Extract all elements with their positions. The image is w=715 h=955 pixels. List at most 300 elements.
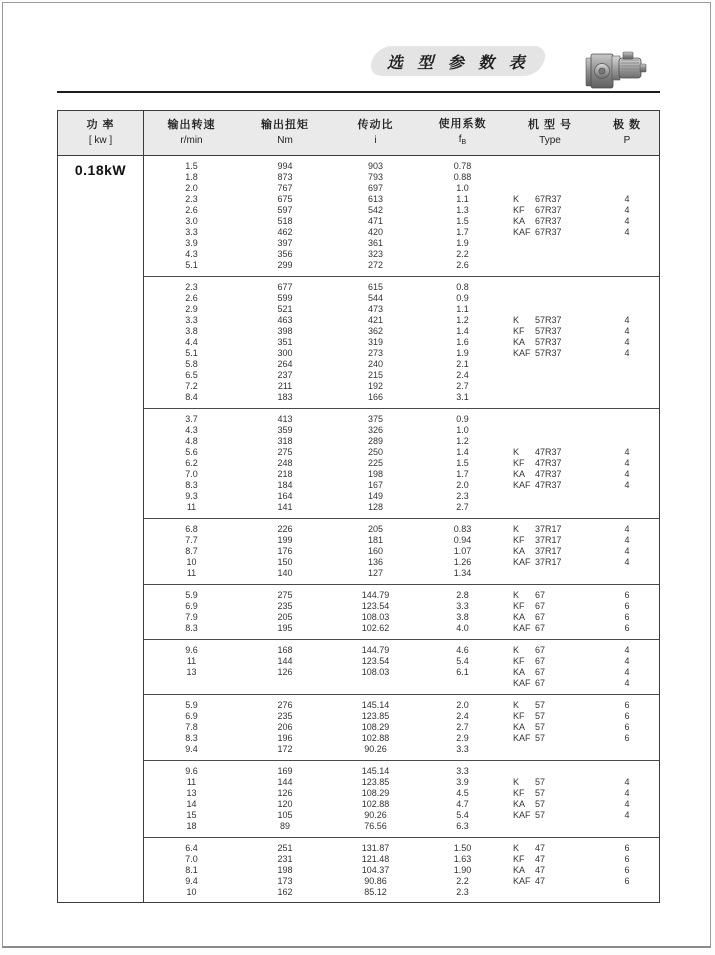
cell-type: KAF 57 xyxy=(513,733,546,743)
cell-type: K 37R17 xyxy=(513,524,562,534)
table-row xyxy=(144,733,659,744)
cell-service-factor: 1.7 xyxy=(456,469,469,479)
cell-poles: 4 xyxy=(624,216,630,226)
cell-poles xyxy=(595,491,659,502)
cell-ratio: 421 xyxy=(367,315,384,325)
cell-ratio: 128 xyxy=(367,502,384,512)
cell-torque: 251 xyxy=(277,843,293,853)
cell-torque: 275 xyxy=(277,447,293,457)
cell-ratio: 375 xyxy=(367,414,384,424)
cell-poles xyxy=(595,414,659,425)
header-power xyxy=(58,111,144,155)
cell-torque: 173 xyxy=(277,876,293,886)
cell-type: KA 57 xyxy=(513,799,546,809)
cell-type: KA 57R37 xyxy=(513,337,562,347)
table-row xyxy=(144,656,659,667)
cell-torque: 162 xyxy=(277,887,293,897)
cell-ratio: 793 xyxy=(367,172,384,182)
cell-service-factor: 1.4 xyxy=(456,326,469,336)
cell-service-factor: 3.9 xyxy=(456,777,469,787)
cell-service-factor: 6.1 xyxy=(456,667,469,677)
cell-type: KF 67R37 xyxy=(513,205,562,215)
cell-poles: 6 xyxy=(624,722,630,732)
cell-torque: 300 xyxy=(277,348,293,358)
cell-poles xyxy=(595,238,659,249)
cell-service-factor: 0.88 xyxy=(453,172,472,182)
cell-speed: 11 xyxy=(186,777,197,787)
cell-poles: 6 xyxy=(624,843,630,853)
table-row xyxy=(144,678,659,689)
cell-service-factor: 6.3 xyxy=(456,821,469,831)
cell-speed: 4.8 xyxy=(185,436,198,446)
cell-ratio: 319 xyxy=(367,337,384,347)
cell-ratio: 85.12 xyxy=(364,887,387,897)
cell-ratio: 123.54 xyxy=(361,656,390,666)
cell-service-factor: 3.8 xyxy=(456,612,469,622)
cell-ratio: 90.86 xyxy=(364,876,387,886)
cell-torque: 199 xyxy=(277,535,293,545)
cell-speed: 4.3 xyxy=(185,249,198,259)
cell-torque: 677 xyxy=(277,282,293,292)
cell-service-factor: 2.3 xyxy=(456,887,469,897)
cell-poles: 6 xyxy=(624,590,630,600)
cell-service-factor: 2.2 xyxy=(456,249,469,259)
cell-service-factor: 3.1 xyxy=(456,392,469,402)
cell-torque: 521 xyxy=(277,304,293,314)
cell-ratio: 420 xyxy=(367,227,384,237)
cell-speed: 10 xyxy=(186,887,197,897)
cell-poles: 4 xyxy=(624,810,630,820)
table-row xyxy=(144,315,659,326)
cell-type: K 57 xyxy=(513,777,546,787)
table-row xyxy=(144,348,659,359)
cell-poles: 4 xyxy=(624,326,630,336)
table-row xyxy=(144,876,659,887)
cell-speed: 11 xyxy=(186,502,197,512)
table-row xyxy=(144,392,659,403)
cell-ratio: 90.26 xyxy=(364,810,387,820)
table-row xyxy=(144,700,659,711)
cell-service-factor: 1.50 xyxy=(453,843,472,853)
cell-torque: 183 xyxy=(277,392,293,402)
table-row xyxy=(144,447,659,458)
cell-type xyxy=(505,766,595,777)
cell-type: K 57R37 xyxy=(513,315,562,325)
cell-type xyxy=(505,887,595,898)
cell-type xyxy=(505,359,595,370)
cell-torque: 172 xyxy=(277,744,293,754)
cell-speed: 5.9 xyxy=(185,590,198,600)
table-row xyxy=(144,711,659,722)
cell-service-factor: 2.0 xyxy=(456,480,469,490)
cell-poles: 4 xyxy=(624,205,630,215)
cell-ratio: 471 xyxy=(367,216,384,226)
cell-ratio: 240 xyxy=(367,359,384,369)
cell-torque: 767 xyxy=(277,183,293,193)
cell-ratio: 326 xyxy=(367,425,384,435)
cell-service-factor: 2.7 xyxy=(456,502,469,512)
cell-torque: 126 xyxy=(277,788,293,798)
cell-poles: 4 xyxy=(624,194,630,204)
cell-speed: 11 xyxy=(186,656,197,666)
title-underline xyxy=(57,91,660,93)
cell-speed: 4.3 xyxy=(185,425,198,435)
cell-torque xyxy=(239,678,331,689)
cell-type xyxy=(505,491,595,502)
cell-ratio: 697 xyxy=(367,183,384,193)
cell-service-factor: 1.9 xyxy=(456,238,469,248)
cell-ratio: 149 xyxy=(367,491,384,501)
cell-torque: 120 xyxy=(277,799,293,809)
table-row xyxy=(144,590,659,601)
cell-speed: 7.2 xyxy=(185,381,198,391)
cell-torque: 150 xyxy=(277,557,293,567)
cell-speed: 8.7 xyxy=(185,546,198,556)
cell-type: KF 57 xyxy=(513,788,546,798)
header-poles: 极 数 P xyxy=(612,119,642,146)
cell-service-factor: 1.4 xyxy=(456,447,469,457)
cell-speed: 4.4 xyxy=(185,337,198,347)
cell-torque: 235 xyxy=(277,711,293,721)
cell-service-factor: 1.2 xyxy=(456,315,469,325)
table-row xyxy=(144,799,659,810)
cell-speed: 9.4 xyxy=(185,876,198,886)
cell-speed: 8.4 xyxy=(185,392,198,402)
row-group xyxy=(144,519,659,585)
header-torque: 输出扭矩 Nm xyxy=(261,119,309,146)
cell-torque: 463 xyxy=(277,315,293,325)
cell-type xyxy=(505,304,595,315)
cell-torque: 873 xyxy=(277,172,293,182)
cell-torque: 105 xyxy=(277,810,293,820)
cell-ratio: 166 xyxy=(367,392,384,402)
cell-torque: 299 xyxy=(277,260,293,270)
table-row xyxy=(144,887,659,898)
cell-poles xyxy=(595,568,659,579)
header-type: 机 型 号 Type xyxy=(527,119,573,146)
cell-service-factor: 2.9 xyxy=(456,733,469,743)
cell-type: K 47 xyxy=(513,843,546,853)
cell-torque: 351 xyxy=(277,337,293,347)
cell-torque: 141 xyxy=(277,502,293,512)
cell-poles: 4 xyxy=(624,348,630,358)
table-row xyxy=(144,777,659,788)
cell-ratio: 104.37 xyxy=(361,865,390,875)
cell-type xyxy=(505,744,595,755)
cell-speed: 9.4 xyxy=(185,744,198,754)
cell-service-factor: 3.3 xyxy=(456,766,469,776)
cell-type: K 47R37 xyxy=(513,447,562,457)
cell-service-factor: 1.0 xyxy=(456,183,469,193)
cell-speed: 3.9 xyxy=(185,238,198,248)
cell-service-factor: 0.83 xyxy=(453,524,472,534)
cell-service-factor: 0.94 xyxy=(453,535,472,545)
table-row xyxy=(144,304,659,315)
cell-ratio: 145.14 xyxy=(361,700,390,710)
cell-speed: 3.3 xyxy=(185,315,198,325)
cell-torque: 205 xyxy=(277,612,293,622)
cell-poles xyxy=(595,260,659,271)
cell-type xyxy=(505,172,595,183)
cell-torque: 140 xyxy=(277,568,293,578)
cell-poles: 4 xyxy=(624,557,630,567)
cell-type xyxy=(505,183,595,194)
cell-type xyxy=(505,238,595,249)
cell-speed: 8.1 xyxy=(185,865,198,875)
cell-type: KA 67 xyxy=(513,667,546,677)
cell-speed: 8.3 xyxy=(185,733,198,743)
cell-poles: 6 xyxy=(624,711,630,721)
cell-type: KA 47R37 xyxy=(513,469,562,479)
cell-poles: 4 xyxy=(624,227,630,237)
cell-poles xyxy=(595,359,659,370)
cell-service-factor: 1.1 xyxy=(456,304,469,314)
cell-torque: 176 xyxy=(277,546,293,556)
table-row xyxy=(144,491,659,502)
cell-speed: 14 xyxy=(186,799,197,809)
cell-service-factor xyxy=(420,678,505,689)
cell-ratio: 102.62 xyxy=(361,623,390,633)
cell-speed: 7.8 xyxy=(185,722,198,732)
cell-poles xyxy=(595,172,659,183)
cell-poles: 6 xyxy=(624,601,630,611)
cell-type: KA 37R17 xyxy=(513,546,562,556)
table-row xyxy=(144,359,659,370)
cell-type xyxy=(505,370,595,381)
cell-ratio: 160 xyxy=(367,546,384,556)
cell-service-factor: 2.8 xyxy=(456,590,469,600)
cell-service-factor: 3.3 xyxy=(456,601,469,611)
cell-poles: 4 xyxy=(624,667,630,677)
cell-speed: 5.1 xyxy=(185,348,198,358)
cell-poles: 4 xyxy=(624,458,630,468)
table-row xyxy=(144,843,659,854)
cell-ratio: 615 xyxy=(367,282,384,292)
table-row xyxy=(144,535,659,546)
header-power-unit: [ kw ] xyxy=(88,135,113,146)
table-row xyxy=(144,821,659,832)
cell-type xyxy=(505,821,595,832)
cell-speed: 5.6 xyxy=(185,447,198,457)
cell-service-factor: 1.90 xyxy=(453,865,472,875)
cell-torque: 164 xyxy=(277,491,293,501)
cell-speed: 6.4 xyxy=(185,843,198,853)
cell-ratio: 108.03 xyxy=(361,612,390,622)
cell-ratio: 272 xyxy=(367,260,384,270)
cell-speed: 5.1 xyxy=(185,260,198,270)
cell-type xyxy=(505,249,595,260)
table-row xyxy=(144,865,659,876)
cell-type xyxy=(505,568,595,579)
cell-ratio: 273 xyxy=(367,348,384,358)
table-row xyxy=(144,524,659,535)
cell-poles: 6 xyxy=(624,854,630,864)
cell-ratio: 76.56 xyxy=(364,821,387,831)
cell-poles xyxy=(595,282,659,293)
cell-torque: 89 xyxy=(279,821,290,831)
table-row xyxy=(144,667,659,678)
cell-ratio: 225 xyxy=(367,458,384,468)
cell-type: KA 47 xyxy=(513,865,546,875)
cell-service-factor: 5.4 xyxy=(456,656,469,666)
cell-speed: 15 xyxy=(186,810,197,820)
cell-type: K 67R37 xyxy=(513,194,562,204)
cell-type xyxy=(505,436,595,447)
table-row xyxy=(144,370,659,381)
table-row xyxy=(144,216,659,227)
cell-speed: 5.8 xyxy=(185,359,198,369)
cell-service-factor: 1.7 xyxy=(456,227,469,237)
cell-type: KF 67 xyxy=(513,656,546,666)
cell-type: KAF 37R17 xyxy=(513,557,562,567)
cell-service-factor: 1.6 xyxy=(456,337,469,347)
cell-torque: 218 xyxy=(277,469,293,479)
row-group xyxy=(144,156,659,277)
cell-poles xyxy=(595,821,659,832)
cell-ratio: 102.88 xyxy=(361,799,390,809)
header-service-factor: 使用系数 $f_B$ xyxy=(438,117,487,146)
cell-torque: 196 xyxy=(277,733,293,743)
cell-torque: 248 xyxy=(277,458,293,468)
table-row xyxy=(144,161,659,172)
cell-speed: 7.0 xyxy=(185,854,198,864)
cell-poles xyxy=(595,392,659,403)
cell-speed: 5.9 xyxy=(185,700,198,710)
cell-service-factor: 2.4 xyxy=(456,711,469,721)
table-row xyxy=(144,557,659,568)
table-row xyxy=(144,722,659,733)
cell-ratio: 131.87 xyxy=(361,843,390,853)
cell-ratio: 323 xyxy=(367,249,384,259)
cell-poles xyxy=(595,249,659,260)
cell-speed: 6.2 xyxy=(185,458,198,468)
cell-poles xyxy=(595,766,659,777)
page-title-banner xyxy=(367,46,549,76)
cell-type xyxy=(505,161,595,172)
selection-parameter-table xyxy=(57,110,660,903)
cell-torque: 144 xyxy=(277,656,293,666)
row-group xyxy=(144,409,659,519)
cell-poles: 6 xyxy=(624,865,630,875)
cell-torque: 195 xyxy=(277,623,293,633)
cell-type: KF 47 xyxy=(513,854,546,864)
page-title: 选 型 参 数 表 xyxy=(386,54,530,72)
cell-speed: 18 xyxy=(186,821,197,831)
cell-torque: 397 xyxy=(277,238,293,248)
cell-service-factor: 2.4 xyxy=(456,370,469,380)
cell-poles xyxy=(595,502,659,513)
cell-service-factor: 2.7 xyxy=(456,722,469,732)
table-row xyxy=(144,458,659,469)
cell-ratio: 215 xyxy=(367,370,384,380)
cell-poles: 6 xyxy=(624,612,630,622)
cell-ratio: 121.48 xyxy=(361,854,390,864)
cell-speed: 7.7 xyxy=(185,535,198,545)
cell-ratio: 903 xyxy=(367,161,384,171)
table-row xyxy=(144,238,659,249)
cell-speed: 3.8 xyxy=(185,326,198,336)
cell-type: K 57 xyxy=(513,700,546,710)
cell-ratio: 361 xyxy=(367,238,384,248)
cell-torque: 413 xyxy=(277,414,293,424)
cell-service-factor: 2.7 xyxy=(456,381,469,391)
cell-type: KF 37R17 xyxy=(513,535,562,545)
cell-ratio: 145.14 xyxy=(361,766,390,776)
table-row xyxy=(144,744,659,755)
cell-torque: 518 xyxy=(277,216,293,226)
cell-speed: 1.8 xyxy=(185,172,198,182)
table-row xyxy=(144,172,659,183)
cell-ratio: 613 xyxy=(367,194,384,204)
cell-type: KF 57R37 xyxy=(513,326,562,336)
cell-service-factor: 0.9 xyxy=(456,293,469,303)
cell-speed: 9.3 xyxy=(185,491,198,501)
cell-ratio: 123.85 xyxy=(361,711,390,721)
table-row xyxy=(144,502,659,513)
cell-torque: 597 xyxy=(277,205,293,215)
cell-poles: 4 xyxy=(624,315,630,325)
cell-ratio: 205 xyxy=(367,524,384,534)
cell-ratio: 136 xyxy=(367,557,384,567)
cell-ratio: 144.79 xyxy=(361,645,390,655)
cell-speed: 9.6 xyxy=(185,766,198,776)
cell-type: KAF 67 xyxy=(513,678,546,688)
cell-service-factor: 1.07 xyxy=(453,546,472,556)
cell-speed: 2.6 xyxy=(185,293,198,303)
cell-type: KAF 47 xyxy=(513,876,546,886)
cell-type: KAF 67 xyxy=(513,623,546,633)
cell-type: KAF 57 xyxy=(513,810,546,820)
cell-type xyxy=(505,381,595,392)
table-row xyxy=(144,183,659,194)
cell-ratio: 473 xyxy=(367,304,384,314)
cell-service-factor: 2.3 xyxy=(456,491,469,501)
cell-speed: 6.9 xyxy=(185,601,198,611)
cell-poles: 4 xyxy=(624,777,630,787)
table-row xyxy=(144,414,659,425)
cell-speed: 8.3 xyxy=(185,623,198,633)
table-row xyxy=(144,788,659,799)
cell-torque: 675 xyxy=(277,194,293,204)
cell-poles xyxy=(595,183,659,194)
cell-poles xyxy=(595,887,659,898)
cell-type: KAF 67R37 xyxy=(513,227,562,237)
cell-type: KAF 47R37 xyxy=(513,480,562,490)
cell-service-factor: 2.1 xyxy=(456,359,469,369)
cell-poles: 6 xyxy=(624,733,630,743)
cell-speed: 9.6 xyxy=(185,645,198,655)
table-row xyxy=(144,337,659,348)
cell-ratio: 192 xyxy=(367,381,384,391)
table-row xyxy=(144,282,659,293)
cell-poles xyxy=(595,425,659,436)
cell-torque: 126 xyxy=(277,667,293,677)
cell-speed: 3.3 xyxy=(185,227,198,237)
cell-ratio: 123.85 xyxy=(361,777,390,787)
cell-poles: 4 xyxy=(624,656,630,666)
cell-type xyxy=(505,260,595,271)
cell-poles: 4 xyxy=(624,447,630,457)
cell-torque: 275 xyxy=(277,590,293,600)
cell-service-factor: 3.3 xyxy=(456,744,469,754)
power-value: 0.18kW xyxy=(74,162,127,178)
header-speed: 输出转速 r/min xyxy=(167,119,216,146)
cell-poles: 4 xyxy=(624,546,630,556)
cell-type xyxy=(505,282,595,293)
row-group xyxy=(144,640,659,695)
cell-type: KF 57 xyxy=(513,711,546,721)
cell-ratio: 90.26 xyxy=(364,744,387,754)
